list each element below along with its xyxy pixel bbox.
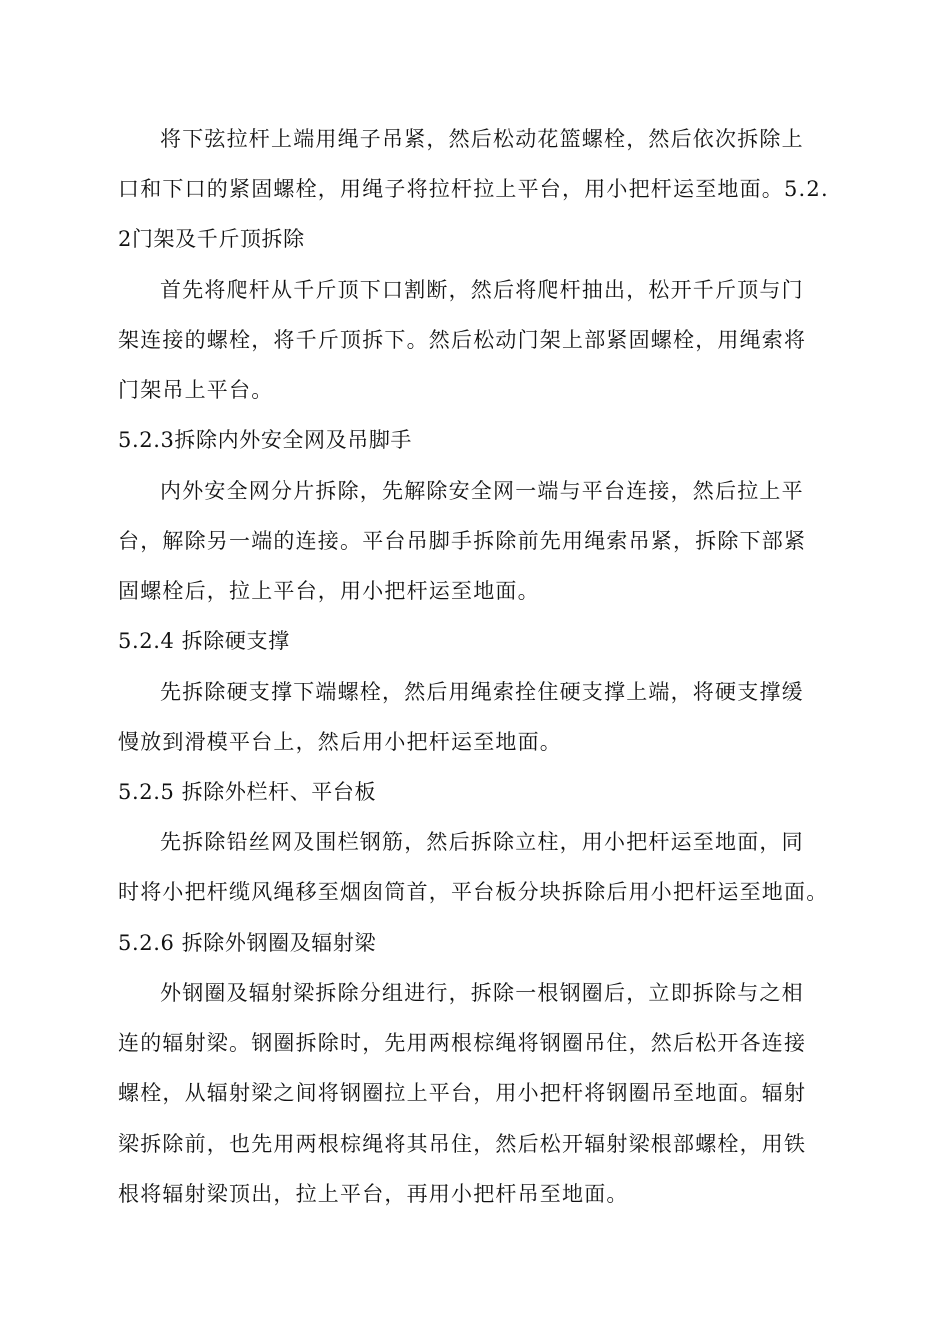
paragraph-line: 先拆除硬支撑下端螺栓，然后用绳索拴住硬支撑上端，将硬支撑缓	[160, 680, 804, 704]
paragraph-line: 门架吊上平台。	[118, 378, 274, 402]
paragraph-line: 慢放到滑模平台上，然后用小把杆运至地面。	[118, 730, 562, 754]
section-heading: 5.2.4 拆除硬支撑	[118, 629, 290, 653]
paragraph-line: 固螺栓后，拉上平台，用小把杆运至地面。	[118, 579, 540, 603]
paragraph-line: 口和下口的紧固螺栓，用绳子将拉杆拉上平台，用小把杆运至地面。5.2.	[118, 177, 829, 201]
paragraph-line: 内外安全网分片拆除，先解除安全网一端与平台连接，然后拉上平	[160, 479, 804, 503]
paragraph-line: 将下弦拉杆上端用绳子吊紧，然后松动花篮螺栓，然后依次拆除上	[160, 127, 804, 151]
paragraph-line: 时将小把杆缆风绳移至烟囱筒首，平台板分块拆除后用小把杆运至地面。	[118, 880, 829, 904]
paragraph-line: 根将辐射梁顶出，拉上平台，再用小把杆吊至地面。	[118, 1182, 629, 1206]
section-heading: 2门架及千斤顶拆除	[118, 227, 305, 251]
paragraph-line: 台，解除另一端的连接。平台吊脚手拆除前先用绳索吊紧，拆除下部紧	[118, 529, 807, 553]
paragraph-line: 螺栓，从辐射梁之间将钢圈拉上平台，用小把杆将钢圈吊至地面。辐射	[118, 1081, 807, 1105]
paragraph-line: 先拆除铅丝网及围栏钢筋，然后拆除立柱，用小把杆运至地面，同	[160, 830, 804, 854]
paragraph-line: 首先将爬杆从千斤顶下口割断，然后将爬杆抽出，松开千斤顶与门	[160, 278, 804, 302]
paragraph-line: 梁拆除前，也先用两根棕绳将其吊住，然后松开辐射梁根部螺栓，用铁	[118, 1132, 807, 1156]
section-heading: 5.2.3拆除内外安全网及吊脚手	[118, 428, 413, 452]
paragraph-line: 架连接的螺栓，将千斤顶拆下。然后松动门架上部紧固螺栓，用绳索将	[118, 328, 807, 352]
section-heading: 5.2.5 拆除外栏杆、平台板	[118, 780, 377, 804]
paragraph-line: 外钢圈及辐射梁拆除分组进行，拆除一根钢圈后，立即拆除与之相	[160, 981, 804, 1005]
paragraph-line: 连的辐射梁。钢圈拆除时，先用两根棕绳将钢圈吊住，然后松开各连接	[118, 1031, 807, 1055]
section-heading: 5.2.6 拆除外钢圈及辐射梁	[118, 931, 377, 955]
